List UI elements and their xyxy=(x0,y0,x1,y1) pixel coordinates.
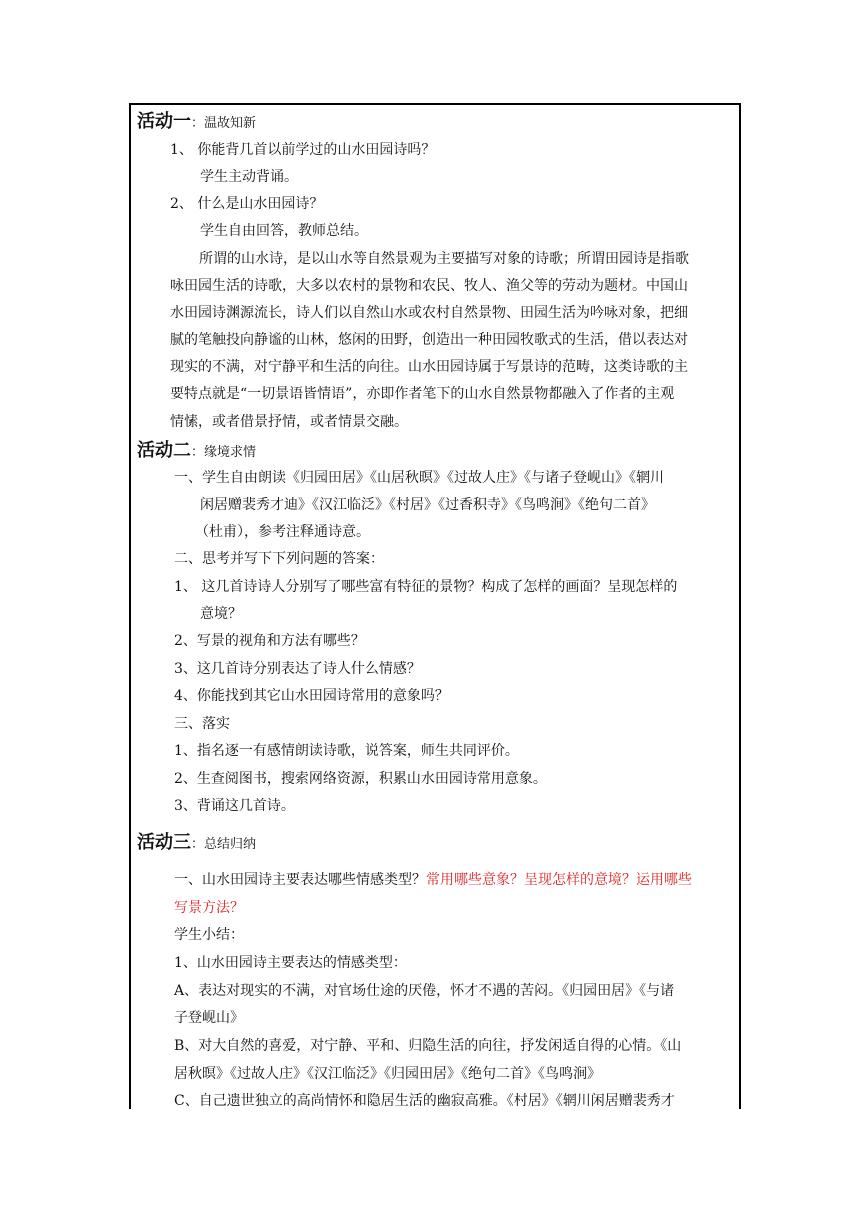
a3-line: 学生小结： xyxy=(174,927,244,943)
a2-line: 闲居赠裴秀才迪》《汉江临泛》《村居》《过香积寺》《鸟鸣涧》《绝句二首》 xyxy=(200,497,655,513)
a2-line: 3、这几首诗分别表达了诗人什么情感？ xyxy=(174,661,421,677)
a1-line: 腻的笔触投向静谧的山林，悠闲的田野，创造出一种田园牧歌式的生活，借以表达对 xyxy=(170,332,688,348)
a2-line: 三、落实 xyxy=(174,716,230,732)
a2-line: 二、思考并写下下列问题的答案： xyxy=(174,551,384,567)
a2-line: 4、你能找到其它山水田园诗常用的意象吗？ xyxy=(174,688,449,704)
a1-line: 现实的不满，对宁静平和生活的向往。山水田园诗属于写景诗的范畴，这类诗歌的主 xyxy=(170,359,688,375)
activity-3-subtitle: 总结归纳 xyxy=(204,837,257,852)
activity-1-heading xyxy=(137,110,256,136)
a1-line: 学生主动背诵。 xyxy=(200,169,298,185)
a3-line: A、表达对现实的不满，对官场仕途的厌倦，怀才不遇的苦闷。《归园田居》《与诸 xyxy=(174,983,675,999)
a1-line: 水田园诗渊源流长，诗人们以自然山水或农村自然景物、田园生活为吟咏对象，把细 xyxy=(170,305,688,321)
a1-line: 咏田园生活的诗歌，大多以农村的景物和农民、牧人、渔父等的劳动为题材。中国山 xyxy=(170,278,688,294)
a3-line: B、对大自然的喜爱，对宁静、平和、归隐生活的向往，抒发闲适自得的心情。《山 xyxy=(174,1038,682,1054)
a2-line: 1、 这几首诗诗人分别写了哪些富有特征的景物？构成了怎样的画面？呈现怎样的 xyxy=(174,579,678,595)
a2-line: 意境？ xyxy=(200,606,242,622)
a2-line: 2、写景的视角和方法有哪些？ xyxy=(174,633,365,649)
a2-line: （杜甫），参考注释通诗意。 xyxy=(195,524,370,540)
a2-line: 2、生查阅图书，搜索网络资源，积累山水田园诗常用意象。 xyxy=(174,771,547,787)
activity-3-title: 活动三 xyxy=(137,832,191,853)
activity-2-heading xyxy=(137,439,256,465)
a3-question xyxy=(174,870,692,890)
a3-line: 子登岘山》 xyxy=(174,1010,244,1026)
a3-question-red: 常用哪些意象？呈现怎样的意境？运用哪些 xyxy=(426,872,692,888)
a3-line: 居秋暝》《过故人庄》《汉江临泛》《归园田居》《绝句二首》《鸟鸣涧》 xyxy=(174,1066,601,1082)
a2-line: 1、指名逐一有感情朗读诗歌，说答案，师生共同评价。 xyxy=(174,743,519,759)
activity-1-sep: ： xyxy=(191,116,205,131)
a1-line: 要特点就是“一切景语皆情语”，亦即作者笔下的山水自然景物都融入了作者的主观 xyxy=(170,386,675,402)
a1-line: 所谓的山水诗，是以山水等自然景观为主要描写对象的诗歌；所谓田园诗是指歌 xyxy=(199,251,689,267)
a1-line: 情愫，或者借景抒情，或者情景交融。 xyxy=(170,414,408,430)
activity-2-title: 活动二 xyxy=(137,440,191,461)
activity-3-heading xyxy=(137,831,256,857)
activity-1-title: 活动一 xyxy=(137,111,191,132)
a1-line: 学生自由回答，教师总结。 xyxy=(200,223,368,239)
activity-2-subtitle: 缘境求情 xyxy=(204,445,257,460)
a1-line: 2、 什么是山水田园诗？ xyxy=(170,196,324,212)
a3-line: C、自己遗世独立的高尚情怀和隐居生活的幽寂高雅。《村居》《辋川闲居赠裴秀才 xyxy=(174,1093,675,1109)
activity-1-subtitle: 温故知新 xyxy=(204,116,257,131)
activity-2-sep: ： xyxy=(191,445,205,460)
a2-line: 一、学生自由朗读《归园田居》《山居秋暝》《过故人庄》《与诸子登岘山》《辋川 xyxy=(174,470,664,486)
a3-question-red-cont: 写景方法？ xyxy=(174,900,244,916)
a3-question-black: 一、山水田园诗主要表达哪些情感类型？ xyxy=(174,872,426,888)
activity-3-sep: ： xyxy=(191,837,205,852)
a3-line: 1、山水田园诗主要表达的情感类型： xyxy=(174,955,407,971)
a1-line: 1、 你能背几首以前学过的山水田园诗吗？ xyxy=(170,142,436,158)
a2-line: 3、背诵这几首诗。 xyxy=(174,798,295,814)
